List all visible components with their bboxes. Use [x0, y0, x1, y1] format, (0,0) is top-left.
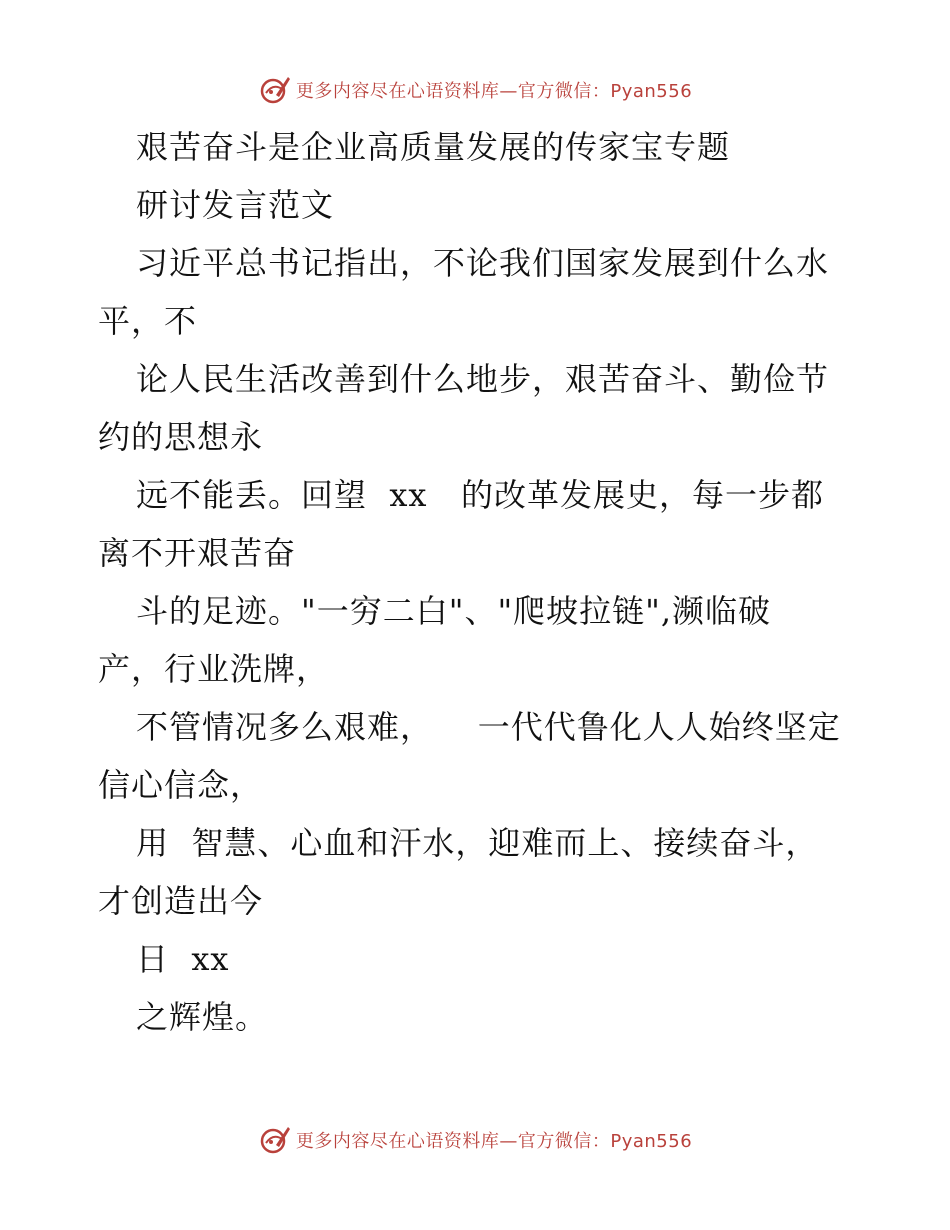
body-text	[98, 118, 878, 1046]
text-line: 论人民生活改善到什么地步，艰苦奋斗、勤俭节	[136, 360, 830, 398]
text-line: 远不能丢。回望 xx 的改革发展史，每一步都	[136, 476, 824, 514]
text-line: 平，不	[98, 302, 198, 340]
text-line: 才创造出今	[98, 882, 264, 920]
footer-watermark	[0, 1120, 950, 1160]
text-line: 研讨发言范文	[136, 186, 335, 224]
text-line: 日 xx	[136, 940, 230, 978]
text-line: 之辉煌。	[136, 998, 269, 1036]
quill-seal-icon	[258, 1123, 292, 1157]
text-line: 习近平总书记指出，不论我们国家发展到什么水	[136, 244, 830, 282]
text-line: 斗的足迹。"一穷二白"、"爬坡拉链",濒临破	[136, 592, 772, 630]
watermark-text: 更多内容尽在心语资料库—官方微信：Pyan556	[295, 1131, 693, 1152]
text-line: 产，行业洗牌，	[98, 650, 330, 688]
text-line: 信心信念，	[98, 766, 264, 804]
quill-seal-icon	[258, 73, 292, 107]
watermark-text: 更多内容尽在心语资料库—官方微信：Pyan556	[295, 81, 693, 102]
header-watermark	[0, 70, 950, 110]
text-line: 用 智慧、心血和汗水，迎难而上、接续奋斗，	[136, 824, 819, 862]
text-line: 艰苦奋斗是企业高质量发展的传家宝专题	[136, 128, 731, 166]
text-line: 离不开艰苦奋	[98, 534, 297, 572]
text-line: 不管情况多么艰难， 一代代鲁化人人始终坚定	[136, 708, 841, 746]
text-line: 约的思想永	[98, 418, 264, 456]
